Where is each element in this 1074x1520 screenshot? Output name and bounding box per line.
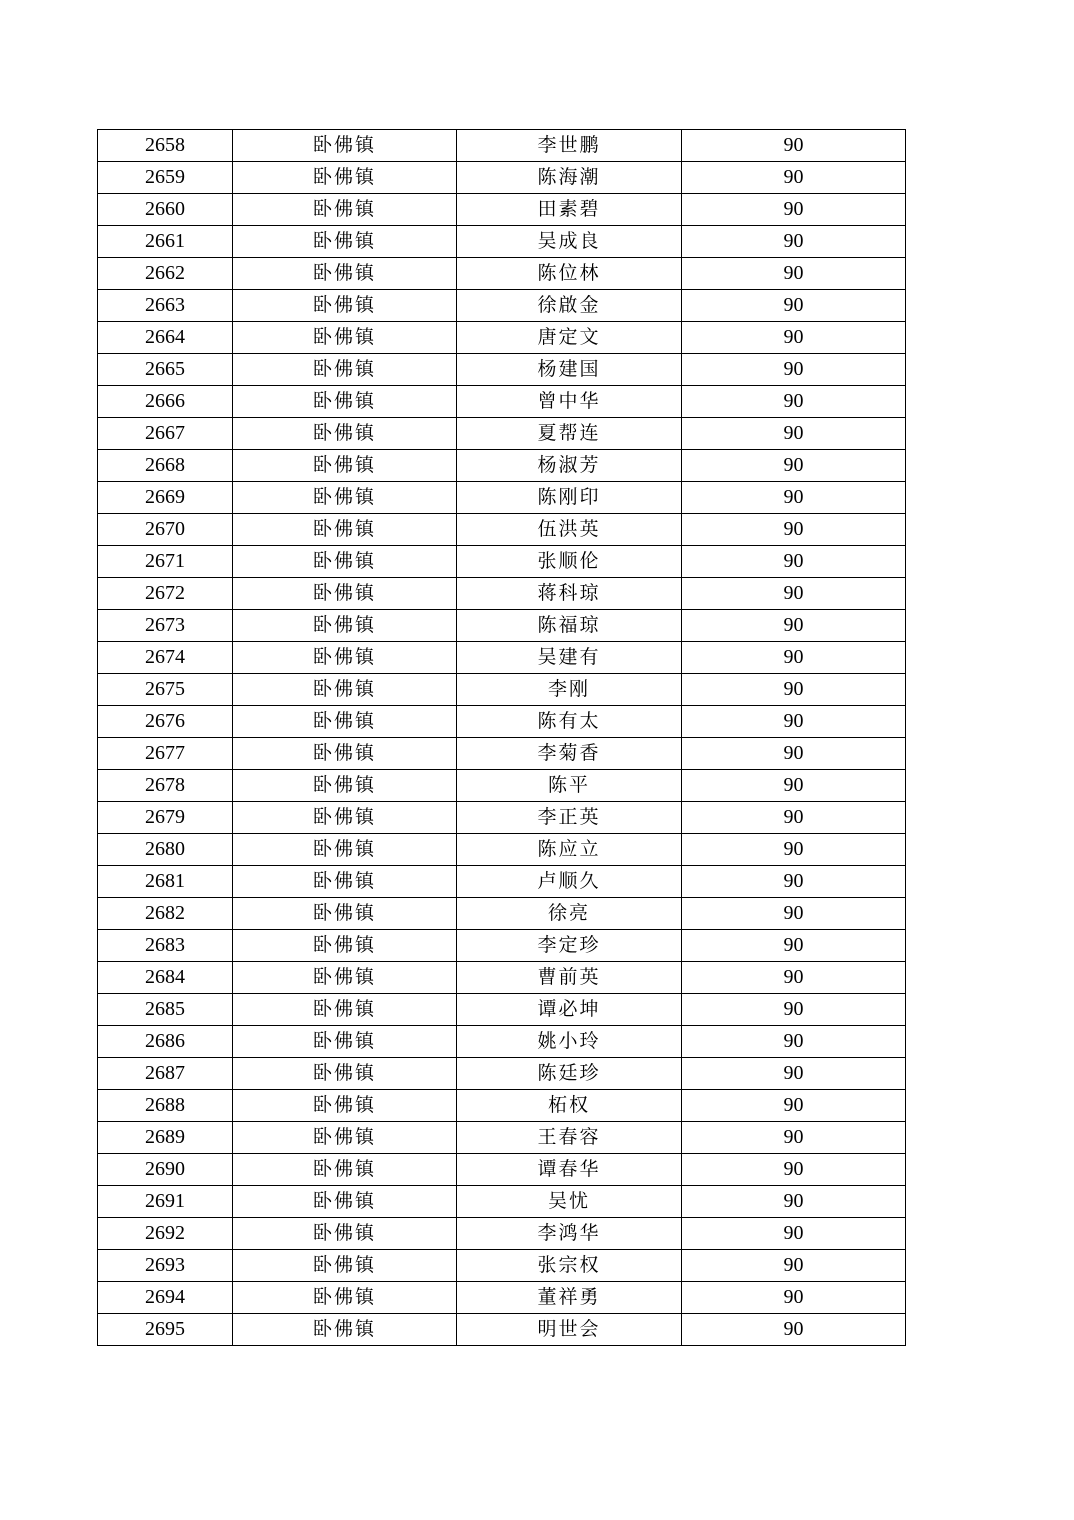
table-body: [98, 130, 906, 1346]
table-row: [98, 578, 906, 610]
cell-score: 90: [682, 1218, 906, 1250]
cell-id: 2665: [98, 354, 233, 386]
table-row: [98, 642, 906, 674]
cell-town: 卧佛镇: [233, 258, 457, 290]
cell-score: 90: [682, 450, 906, 482]
cell-name: 伍洪英: [457, 514, 682, 546]
table-row: [98, 1058, 906, 1090]
cell-id: 2672: [98, 578, 233, 610]
cell-name: 董祥勇: [457, 1282, 682, 1314]
cell-name: 柘权: [457, 1090, 682, 1122]
cell-name: 蒋科琼: [457, 578, 682, 610]
cell-id: 2693: [98, 1250, 233, 1282]
cell-id: 2682: [98, 898, 233, 930]
cell-name: 谭必坤: [457, 994, 682, 1026]
table-row: [98, 354, 906, 386]
cell-name: 徐亮: [457, 898, 682, 930]
cell-town: 卧佛镇: [233, 706, 457, 738]
cell-name: 吴建有: [457, 642, 682, 674]
table-row: [98, 674, 906, 706]
cell-town: 卧佛镇: [233, 354, 457, 386]
cell-name: 徐啟金: [457, 290, 682, 322]
cell-score: 90: [682, 930, 906, 962]
cell-town: 卧佛镇: [233, 1154, 457, 1186]
cell-town: 卧佛镇: [233, 1186, 457, 1218]
cell-name: 王春容: [457, 1122, 682, 1154]
table-row: [98, 1026, 906, 1058]
cell-town: 卧佛镇: [233, 386, 457, 418]
cell-town: 卧佛镇: [233, 930, 457, 962]
cell-town: 卧佛镇: [233, 450, 457, 482]
cell-id: 2674: [98, 642, 233, 674]
cell-name: 曹前英: [457, 962, 682, 994]
cell-score: 90: [682, 1314, 906, 1346]
cell-name: 陈廷珍: [457, 1058, 682, 1090]
table-row: [98, 770, 906, 802]
cell-id: 2680: [98, 834, 233, 866]
cell-name: 姚小玲: [457, 1026, 682, 1058]
table-row: [98, 450, 906, 482]
cell-score: 90: [682, 162, 906, 194]
cell-name: 李鸿华: [457, 1218, 682, 1250]
cell-town: 卧佛镇: [233, 1314, 457, 1346]
cell-name: 吴忧: [457, 1186, 682, 1218]
cell-score: 90: [682, 194, 906, 226]
cell-town: 卧佛镇: [233, 514, 457, 546]
cell-id: 2669: [98, 482, 233, 514]
table-row: [98, 258, 906, 290]
cell-id: 2694: [98, 1282, 233, 1314]
cell-id: 2676: [98, 706, 233, 738]
cell-name: 夏帮连: [457, 418, 682, 450]
cell-score: 90: [682, 418, 906, 450]
table-row: [98, 546, 906, 578]
cell-id: 2685: [98, 994, 233, 1026]
cell-name: 李定珍: [457, 930, 682, 962]
cell-id: 2677: [98, 738, 233, 770]
cell-name: 李正英: [457, 802, 682, 834]
cell-score: 90: [682, 834, 906, 866]
cell-town: 卧佛镇: [233, 290, 457, 322]
cell-town: 卧佛镇: [233, 994, 457, 1026]
cell-score: 90: [682, 898, 906, 930]
cell-town: 卧佛镇: [233, 130, 457, 162]
table-row: [98, 226, 906, 258]
table-row: [98, 290, 906, 322]
cell-id: 2692: [98, 1218, 233, 1250]
cell-id: 2668: [98, 450, 233, 482]
table-row: [98, 514, 906, 546]
table-row: [98, 1250, 906, 1282]
cell-name: 吴成良: [457, 226, 682, 258]
cell-id: 2686: [98, 1026, 233, 1058]
table-row: [98, 738, 906, 770]
table-row: [98, 930, 906, 962]
cell-name: 陈有太: [457, 706, 682, 738]
cell-score: 90: [682, 962, 906, 994]
cell-id: 2664: [98, 322, 233, 354]
cell-score: 90: [682, 130, 906, 162]
cell-score: 90: [682, 1250, 906, 1282]
cell-id: 2678: [98, 770, 233, 802]
cell-score: 90: [682, 706, 906, 738]
table-row: [98, 1090, 906, 1122]
table-row: [98, 482, 906, 514]
cell-score: 90: [682, 258, 906, 290]
cell-town: 卧佛镇: [233, 642, 457, 674]
cell-score: 90: [682, 290, 906, 322]
cell-score: 90: [682, 1282, 906, 1314]
cell-town: 卧佛镇: [233, 162, 457, 194]
cell-score: 90: [682, 866, 906, 898]
cell-town: 卧佛镇: [233, 578, 457, 610]
cell-id: 2675: [98, 674, 233, 706]
cell-id: 2671: [98, 546, 233, 578]
cell-id: 2670: [98, 514, 233, 546]
cell-score: 90: [682, 1154, 906, 1186]
cell-id: 2687: [98, 1058, 233, 1090]
cell-name: 张宗权: [457, 1250, 682, 1282]
table-row: [98, 1218, 906, 1250]
cell-id: 2691: [98, 1186, 233, 1218]
table-row: [98, 866, 906, 898]
table-row: [98, 962, 906, 994]
cell-score: 90: [682, 738, 906, 770]
table-row: [98, 1154, 906, 1186]
cell-id: 2695: [98, 1314, 233, 1346]
cell-town: 卧佛镇: [233, 738, 457, 770]
cell-town: 卧佛镇: [233, 546, 457, 578]
cell-score: 90: [682, 226, 906, 258]
table-row: [98, 194, 906, 226]
cell-name: 陈海潮: [457, 162, 682, 194]
cell-id: 2681: [98, 866, 233, 898]
cell-score: 90: [682, 354, 906, 386]
cell-score: 90: [682, 386, 906, 418]
cell-score: 90: [682, 674, 906, 706]
cell-name: 陈平: [457, 770, 682, 802]
cell-id: 2658: [98, 130, 233, 162]
cell-score: 90: [682, 1026, 906, 1058]
cell-name: 明世会: [457, 1314, 682, 1346]
cell-id: 2684: [98, 962, 233, 994]
cell-score: 90: [682, 578, 906, 610]
cell-town: 卧佛镇: [233, 1218, 457, 1250]
cell-town: 卧佛镇: [233, 802, 457, 834]
table-row: [98, 1314, 906, 1346]
table-row: [98, 130, 906, 162]
cell-id: 2659: [98, 162, 233, 194]
cell-id: 2690: [98, 1154, 233, 1186]
table-row: [98, 322, 906, 354]
cell-id: 2666: [98, 386, 233, 418]
table-row: [98, 610, 906, 642]
cell-town: 卧佛镇: [233, 1122, 457, 1154]
cell-id: 2660: [98, 194, 233, 226]
cell-name: 张顺伦: [457, 546, 682, 578]
table-row: [98, 1186, 906, 1218]
cell-id: 2673: [98, 610, 233, 642]
cell-name: 田素碧: [457, 194, 682, 226]
cell-score: 90: [682, 1058, 906, 1090]
cell-score: 90: [682, 1090, 906, 1122]
cell-score: 90: [682, 1122, 906, 1154]
cell-score: 90: [682, 610, 906, 642]
data-table: [97, 129, 906, 1346]
cell-name: 李菊香: [457, 738, 682, 770]
cell-score: 90: [682, 1186, 906, 1218]
cell-town: 卧佛镇: [233, 1282, 457, 1314]
cell-name: 李世鹏: [457, 130, 682, 162]
cell-name: 李刚: [457, 674, 682, 706]
cell-town: 卧佛镇: [233, 770, 457, 802]
table-row: [98, 994, 906, 1026]
cell-score: 90: [682, 642, 906, 674]
cell-score: 90: [682, 802, 906, 834]
table-row: [98, 1282, 906, 1314]
cell-id: 2661: [98, 226, 233, 258]
table-row: [98, 834, 906, 866]
cell-id: 2667: [98, 418, 233, 450]
cell-score: 90: [682, 482, 906, 514]
cell-town: 卧佛镇: [233, 1090, 457, 1122]
cell-town: 卧佛镇: [233, 418, 457, 450]
cell-name: 曾中华: [457, 386, 682, 418]
cell-score: 90: [682, 322, 906, 354]
cell-name: 杨淑芳: [457, 450, 682, 482]
cell-town: 卧佛镇: [233, 674, 457, 706]
cell-score: 90: [682, 514, 906, 546]
cell-town: 卧佛镇: [233, 866, 457, 898]
table-row: [98, 802, 906, 834]
cell-town: 卧佛镇: [233, 834, 457, 866]
table-row: [98, 418, 906, 450]
cell-town: 卧佛镇: [233, 610, 457, 642]
cell-id: 2688: [98, 1090, 233, 1122]
table-row: [98, 898, 906, 930]
table-row: [98, 706, 906, 738]
cell-town: 卧佛镇: [233, 1026, 457, 1058]
cell-id: 2663: [98, 290, 233, 322]
cell-town: 卧佛镇: [233, 898, 457, 930]
cell-town: 卧佛镇: [233, 322, 457, 354]
cell-id: 2662: [98, 258, 233, 290]
cell-id: 2679: [98, 802, 233, 834]
cell-name: 卢顺久: [457, 866, 682, 898]
cell-name: 陈福琼: [457, 610, 682, 642]
cell-town: 卧佛镇: [233, 482, 457, 514]
cell-town: 卧佛镇: [233, 1250, 457, 1282]
cell-name: 陈刚印: [457, 482, 682, 514]
table-row: [98, 1122, 906, 1154]
cell-name: 唐定文: [457, 322, 682, 354]
cell-score: 90: [682, 546, 906, 578]
cell-name: 谭春华: [457, 1154, 682, 1186]
cell-id: 2689: [98, 1122, 233, 1154]
cell-town: 卧佛镇: [233, 1058, 457, 1090]
cell-name: 陈应立: [457, 834, 682, 866]
table-row: [98, 162, 906, 194]
cell-id: 2683: [98, 930, 233, 962]
cell-town: 卧佛镇: [233, 194, 457, 226]
cell-town: 卧佛镇: [233, 962, 457, 994]
cell-score: 90: [682, 770, 906, 802]
table-row: [98, 386, 906, 418]
cell-town: 卧佛镇: [233, 226, 457, 258]
cell-name: 杨建国: [457, 354, 682, 386]
cell-score: 90: [682, 994, 906, 1026]
cell-name: 陈位林: [457, 258, 682, 290]
